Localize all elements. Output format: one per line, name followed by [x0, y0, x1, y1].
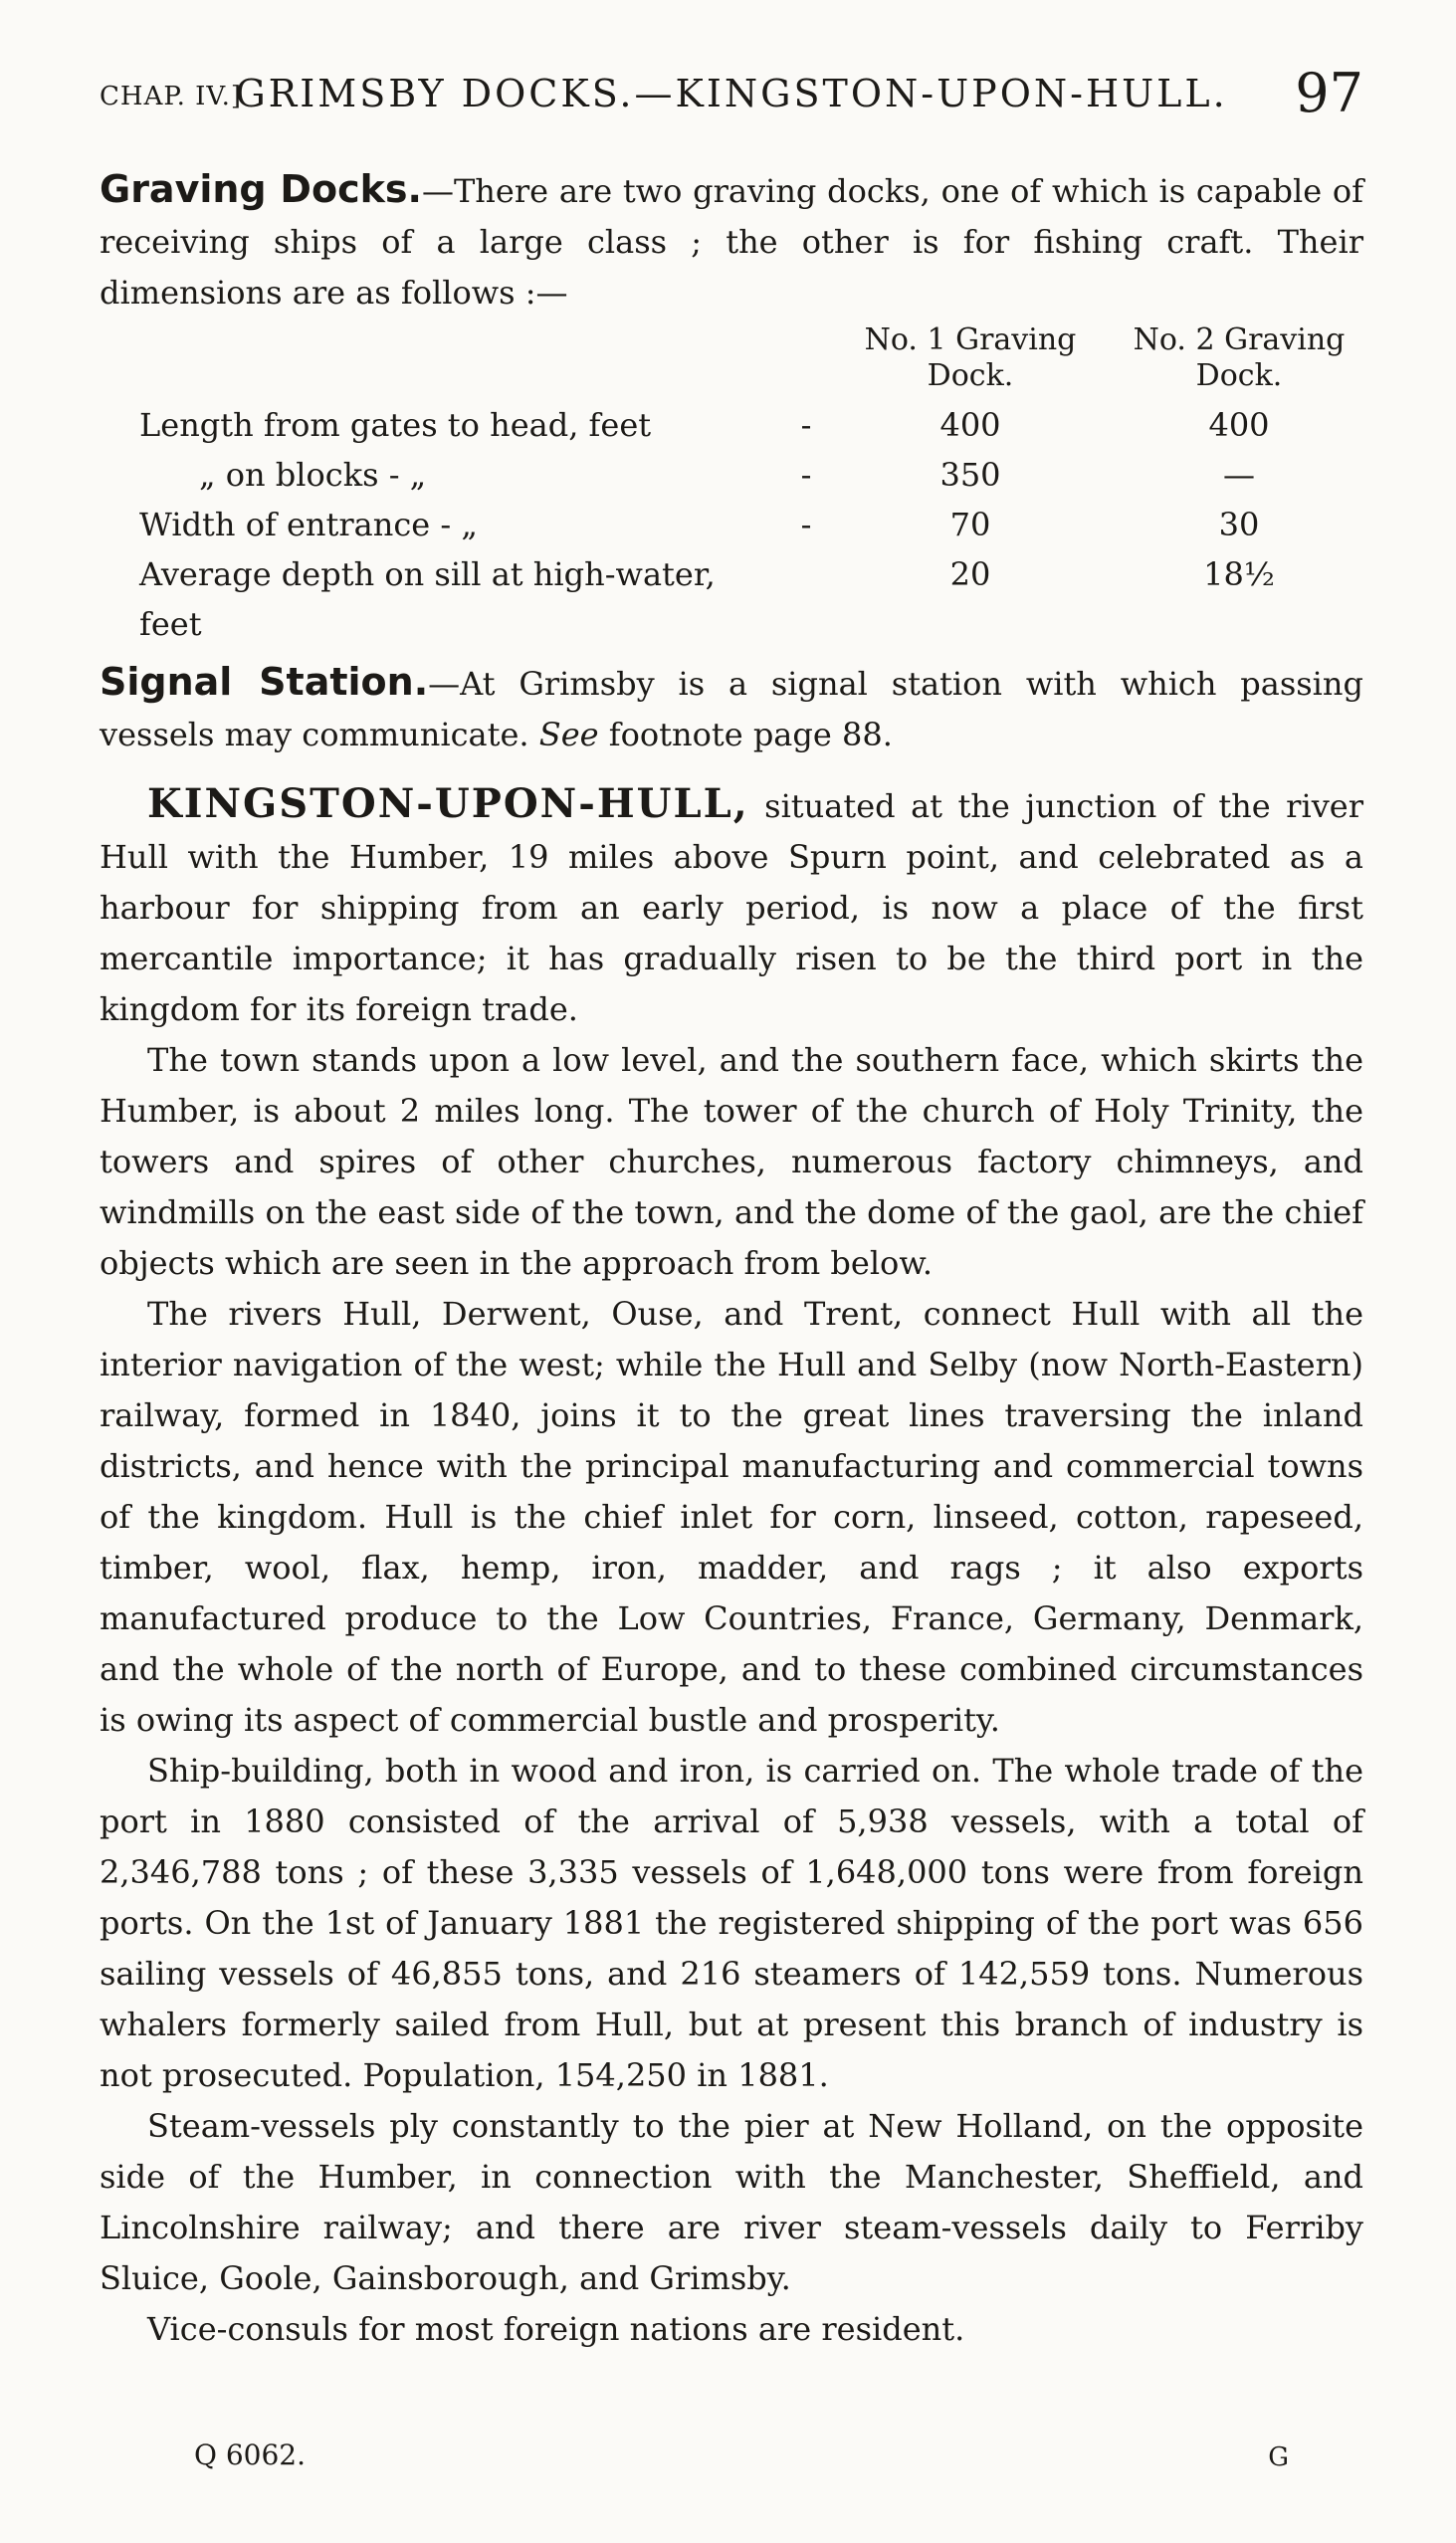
hull-text-1: situated at the junction of the river Hull with the Humber, 19 miles above Spurn point, and celebrated as a harbour for shipping from an early period, is now a place of the first mercantile importance; it has gradually risen to be the third port in the kingdom for its foreign trade.: [100, 787, 1364, 1028]
row-label: Width of entrance - „: [139, 506, 478, 543]
graving-docks-table: [139, 322, 1373, 649]
hull-paragraph-6: Vice-consuls for most foreign nations are resident.: [147, 2310, 965, 2348]
hull-paragraph-1: [100, 778, 1363, 1035]
row-label: Length from gates to head, feet: [139, 406, 652, 444]
row-value-2: 18½: [1203, 555, 1275, 593]
table-row: [139, 450, 1373, 500]
col2-header: No. 2 Graving Dock.: [1133, 322, 1346, 393]
row-dash: -: [800, 506, 812, 543]
running-title: GRIMSBY DOCKS.—KINGSTON-UPON-HULL.: [235, 72, 1228, 115]
row-value-1: 350: [939, 456, 1001, 494]
table-row: [139, 549, 1373, 649]
hull-paragraph-3: The rivers Hull, Derwent, Ouse, and Trent, connect Hull with all the interior navigation of the west; while the Hull and Selby (now North-Eastern) railway, formed in 1840, joins it to the great lines traversing the inland districts, and hence with the principal manufacturing and commercial towns of the kingdom. Hull is the chief inlet for corn, linseed, cotton, rapeseed, timber, wool, flax, hemp, iron, madder, and rags ; it also exports manufactured produce to the Low Countries, France, Germany, Denmark, and the whole of the north of Europe, and to these combined circumstances is owing its aspect of commercial bustle and prosperity.: [100, 1295, 1363, 1739]
row-label: „ on blocks - „: [199, 456, 427, 494]
row-value-2: 30: [1218, 506, 1260, 543]
see-reference: See: [538, 716, 599, 753]
table-header-row: [139, 322, 1373, 400]
gathering-mark: G: [1268, 2442, 1289, 2472]
row-value-1: 400: [939, 406, 1001, 444]
graving-docks-text: —There are two graving docks, one of which is capable of receiving ships of a large class ; the other is for fishing craft. Their dimensions are as follows :—: [100, 172, 1363, 312]
row-label: Average depth on sill at high-water, feet: [139, 555, 716, 643]
table-row: [139, 500, 1373, 549]
hull-heading: KINGSTON-UPON-HULL,: [147, 780, 749, 827]
row-value-2: —: [1223, 456, 1255, 494]
hull-paragraph-4: Ship-building, both in wood and iron, is carried on. The whole trade of the port in 1880 consisted of the arrival of 5,938 vessels, with a total of 2,346,788 tons ; of these 3,335 vessels of 1,648,000 tons were from foreign ports. On the 1st of January 1881 the registered shipping of the port was 656 sailing vessels of 46,855 tons, and 216 steamers of 142,559 tons. Numerous whalers formerly sailed from Hull, but at present this branch of industry is not prosecuted. Population, 154,250 in 1881.: [100, 1752, 1363, 2094]
running-header: [100, 62, 1363, 131]
printer-signature: Q 6062.: [194, 2438, 307, 2471]
hull-paragraph-2: The town stands upon a low level, and the southern face, which skirts the Humber, is about 2 miles long. The tower of the church of Holy Trinity, the towers and spires of other churches, numerous factory chimneys, and windmills on the east side of the town, and the dome of the gaol, are the chief objects which are seen in the approach from below.: [100, 1041, 1363, 1282]
signal-station-heading: Signal Station.: [100, 660, 429, 704]
row-value-1: 70: [949, 506, 991, 543]
signal-station-text: —At Grimsby is a signal station with which passing vessels may communicate.: [100, 665, 1363, 753]
page-number: 97: [1295, 62, 1363, 124]
row-dash: -: [800, 406, 812, 444]
col1-header: No. 1 Graving Dock.: [864, 322, 1077, 393]
page-body: [100, 164, 1363, 2355]
graving-docks-heading: Graving Docks.: [100, 167, 422, 211]
signal-station-paragraph: [100, 657, 1363, 760]
chapter-marker: CHAP. IV.]: [100, 82, 243, 111]
row-dash: -: [800, 456, 812, 494]
graving-docks-paragraph: [100, 164, 1363, 318]
hull-paragraph-5: Steam-vessels ply constantly to the pier at New Holland, on the opposite side of the Humber, in connection with the Manchester, Sheffield, and Lincolnshire railway; and there are river steam-vessels daily to Ferriby Sluice, Goole, Gainsborough, and Grimsby.: [100, 2107, 1363, 2297]
signal-station-footnote-ref: footnote page 88.: [608, 716, 893, 753]
row-value-1: 20: [949, 555, 991, 593]
table-row: [139, 400, 1373, 450]
row-value-2: 400: [1208, 406, 1270, 444]
row-dash: [776, 549, 836, 649]
